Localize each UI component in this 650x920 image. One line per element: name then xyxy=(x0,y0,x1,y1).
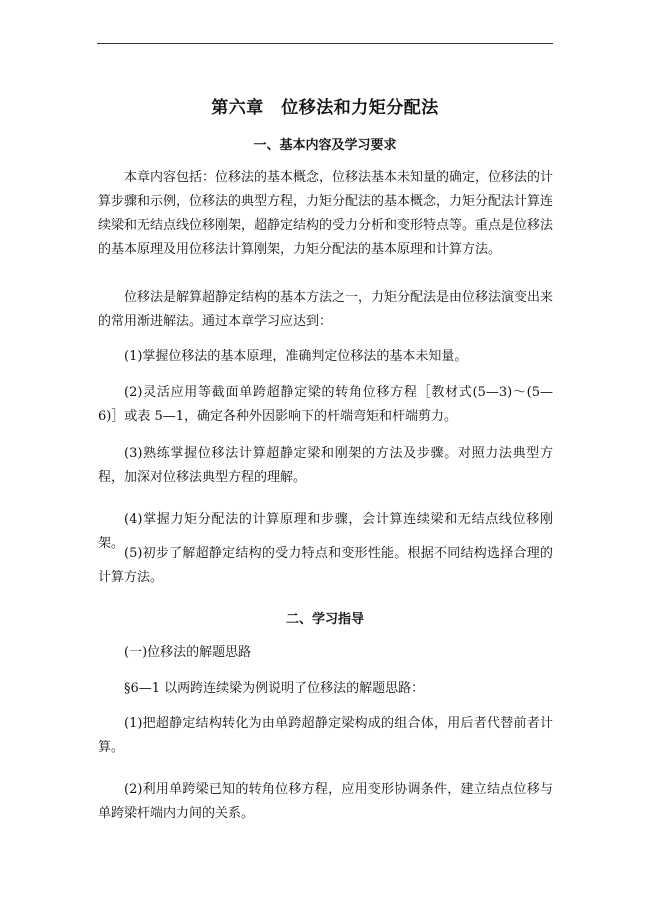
chapter-title: 第六章 位移法和力矩分配法 xyxy=(211,98,439,118)
requirement-item-3: (3)熟练掌握位移法计算超静定梁和刚架的方法及步骤。对照力法典型方程，加深对位移法典型方程的理解。 xyxy=(98,446,553,485)
requirement-item-1: (1)掌握位移法的基本原理，准确判定位移法的基本未知量。 xyxy=(124,349,468,364)
requirement-item-4: (4)掌握力矩分配法的计算原理和步骤，会计算连续梁和无结点线位移刚架。 xyxy=(98,512,553,551)
approach-item-2: (2)利用单跨梁已知的转角位移方程，应用变形协调条件，建立结点位移与单跨梁杆端内力间的关系。 xyxy=(98,782,553,821)
approach-item-1: (1)把超静定结构转化为由单跨超静定梁构成的组合体，用后者代替前者计算。 xyxy=(98,716,553,755)
section-heading-guidance: 二、学习指导 xyxy=(285,612,364,627)
header-rule xyxy=(97,43,553,44)
paragraph-chapter-contents: 本章内容包括：位移法的基本概念，位移法基本未知量的确定，位移法的计算步骤和示例，位移法的典型方程，力矩分配法的基本概念，力矩分配法计算连续梁和无结点线位移刚架，超静定结构的受力分析和变形特点等。重点是位移法的基本原理及用位移法计算刚架，力矩分配法的基本原理和计算方法。 xyxy=(98,170,554,257)
paragraph-method-intro: 位移法是解算超静定结构的基本方法之一，力矩分配法是由位移法演变出来的常用渐进解法。通过本章学习应达到： xyxy=(98,290,554,329)
paragraph-example-intro: §6—1 以两跨连续梁为例说明了位移法的解题思路： xyxy=(124,681,425,696)
subsection-heading-approach: (一)位移法的解题思路 xyxy=(124,645,252,660)
requirement-item-2: (2)灵活应用等截面单跨超静定梁的转角位移方程［教材式(5—3)～(5—6)］或表 5—1，确定各种外因影响下的杆端弯矩和杆端剪力。 xyxy=(98,385,553,424)
section-heading-requirements: 一、基本内容及学习要求 xyxy=(253,138,397,153)
requirement-item-5: (5)初步了解超静定结构的受力特点和变形性能。根据不同结构选择合理的计算方法。 xyxy=(98,546,553,585)
